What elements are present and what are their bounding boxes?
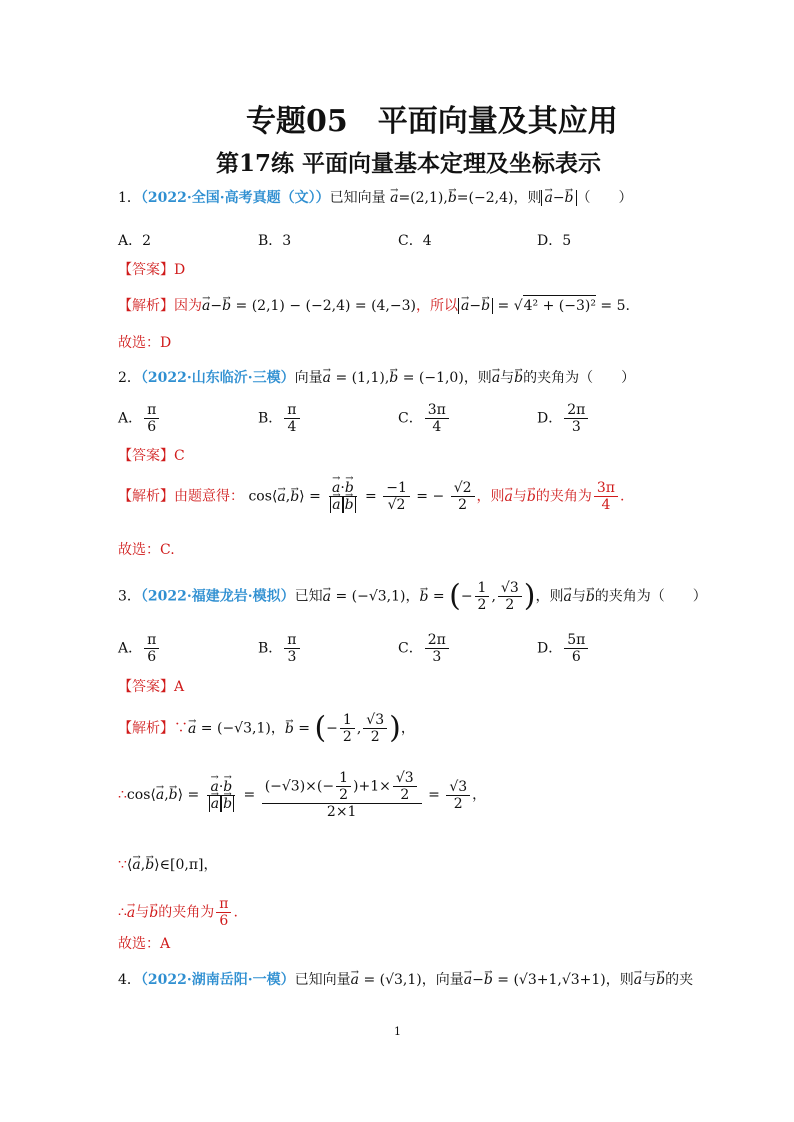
sqrt-expression: 4² + (−3)² <box>523 295 596 316</box>
question-2 <box>118 368 635 388</box>
fraction-denominator: √2 <box>387 497 406 514</box>
paren-close: ) <box>389 710 401 746</box>
fraction-denominator: 6 <box>147 649 157 666</box>
comma: , <box>356 720 362 737</box>
vector-b: → b <box>345 497 354 513</box>
vector-a: → a <box>277 487 285 507</box>
vector-a: → a <box>563 587 571 607</box>
stem-text: 已知向量 <box>294 972 351 988</box>
analysis-expression: = <box>493 298 514 314</box>
vector-a: → a <box>332 480 340 496</box>
fraction <box>363 712 387 745</box>
option-a <box>118 632 161 665</box>
answer-fraction <box>594 480 618 513</box>
stem-text: ，向量 <box>421 972 464 988</box>
separator: ， <box>472 787 487 804</box>
minus-sign: − <box>210 298 223 314</box>
question-source: （2022·全国·高考真题（文）） <box>140 190 330 206</box>
question-source: （2022·湖南岳阳·一模） <box>140 972 295 988</box>
analysis-3-line-4 <box>118 896 238 929</box>
conclusion-1: 故选：D <box>118 335 172 351</box>
comma: , <box>491 588 496 605</box>
option-fraction <box>144 632 159 665</box>
vector-b: → b <box>527 487 536 507</box>
fraction-numerator: 1 <box>475 580 490 597</box>
stem-text: 与 <box>642 972 657 988</box>
option-value: 3 <box>282 233 292 249</box>
analysis-text: 的夹角为 <box>535 488 592 505</box>
minus-sign: − <box>472 972 484 988</box>
analysis-text: ，所以 <box>415 298 458 314</box>
minus-sign: − <box>460 588 473 605</box>
option-label: A． <box>118 233 143 249</box>
vector-a: → a <box>211 796 219 812</box>
option-label: B． <box>258 640 283 657</box>
comma: , <box>140 857 146 873</box>
fraction-numerator: π <box>144 402 159 419</box>
question-1 <box>118 188 633 208</box>
analysis-1: 【解析】因为→ a−→ b = (2,1) − (−2,4) = (4,−3)，所以→ a−→ b = √4² + (−3)² = 5. <box>118 295 630 316</box>
paren-close: ) <box>523 578 536 614</box>
paren-open: ( <box>314 710 327 746</box>
period: . <box>619 488 625 505</box>
question-number: 3． <box>118 588 141 605</box>
vector-a: → a <box>127 903 135 923</box>
fraction-numerator: 2π <box>564 402 588 419</box>
vector-a: → a <box>492 368 500 388</box>
vector-a: → a <box>210 779 218 795</box>
dot-product-fraction <box>206 779 237 812</box>
option-fraction <box>564 632 588 665</box>
fraction-denominator: 2 <box>400 787 410 804</box>
conclusion-3: 故选：A <box>118 936 171 952</box>
vector-a: → a <box>156 785 164 805</box>
paren-open: ( <box>449 578 461 614</box>
option-label: C． <box>398 640 423 657</box>
option-b <box>258 402 302 435</box>
vector-a: → a <box>323 368 331 388</box>
fraction-numerator: √3 <box>363 712 387 729</box>
conclusion-2: 故选：C. <box>118 542 175 558</box>
dot-product-fraction <box>327 480 358 513</box>
cos-prefix: cos⟨ <box>126 787 156 804</box>
vector-b: → b <box>285 719 294 739</box>
option-b <box>258 632 302 665</box>
fraction <box>383 480 410 513</box>
comma: , <box>164 787 169 804</box>
analysis-text: 与 <box>512 488 527 505</box>
vector-a: → a <box>188 719 196 739</box>
question-number: 1． <box>118 190 141 206</box>
vector-a: → a <box>202 296 210 316</box>
vector-a: → a <box>323 587 331 607</box>
option-c <box>398 402 451 435</box>
stem-text: 与 <box>500 370 515 386</box>
vector-b-value: =(−2,4) <box>456 190 514 206</box>
vector-b: → b <box>223 796 232 812</box>
vector-a: → a <box>390 188 398 208</box>
stem-text: 向量 <box>294 370 323 386</box>
option-d <box>537 632 590 665</box>
vector-b: → b <box>419 587 428 607</box>
fraction <box>340 712 355 745</box>
question-source: （2022·福建龙岩·模拟） <box>140 588 295 605</box>
vector-a: → a <box>351 970 359 990</box>
analysis-3-line-2: ∴cos⟨→ a,→ b⟩ = → a·→ b → a→ b = (−√3)×(− $\frac{1}{2}$ )+1× $\frac{√3}{2}$ 2×1 = $\frac{√3}{2}$ ， <box>118 770 486 820</box>
analysis-text: ，则 <box>476 488 505 505</box>
fraction-denominator: 2 <box>505 597 515 614</box>
option-value: 4 <box>422 233 432 249</box>
stem-text: ，则 <box>535 588 564 605</box>
therefore-symbol: ∴ <box>118 904 127 921</box>
option-c <box>398 632 451 665</box>
analysis-text: 的夹角为 <box>158 904 215 921</box>
minus-sign: − <box>469 298 482 314</box>
fraction-denominator: 2 <box>339 787 349 804</box>
vector-a: → a <box>505 487 513 507</box>
therefore-symbol: ∴ <box>118 787 127 804</box>
vector-a: → a <box>634 970 642 990</box>
option-d <box>537 402 590 435</box>
fraction-denominator: 4 <box>287 419 297 436</box>
fraction-numerator: π <box>144 632 159 649</box>
result-fraction <box>446 779 470 812</box>
vector-b-value: = <box>428 588 450 605</box>
fraction-numerator: −1 <box>383 480 410 497</box>
question-4 <box>118 970 693 990</box>
question-3 <box>118 580 707 613</box>
stem-text: 已知 <box>294 588 323 605</box>
vector-b: → b <box>223 779 232 795</box>
fraction-numerator: π <box>284 632 299 649</box>
fraction-numerator: 1 <box>336 770 351 787</box>
dot-operator: · <box>340 480 345 496</box>
fraction-denominator: 2 <box>370 729 380 746</box>
fraction-denominator: 2 <box>342 729 352 746</box>
vector-b: → b <box>565 188 574 208</box>
page-title: 专题05 平面向量及其应用 <box>246 104 618 139</box>
fraction-numerator: √3 <box>393 770 417 787</box>
period: . <box>233 904 238 921</box>
fraction-numerator: √2 <box>451 480 475 497</box>
vector-b: → b <box>149 903 158 923</box>
vector-a-value: = (1,1), <box>331 370 390 386</box>
option-a <box>118 402 161 435</box>
vector-b: → b <box>481 296 490 316</box>
analysis-3-line-3: ∵⟨→ a,→ b⟩∈[0,π]， <box>118 855 218 875</box>
option-a <box>118 230 151 250</box>
vector-a-value: = (−√3,1) <box>331 588 406 605</box>
stem-text: ，则 <box>605 972 634 988</box>
numerator-part: )+1× <box>353 778 391 795</box>
fraction <box>451 480 475 513</box>
vector-b: → b <box>484 970 493 990</box>
vector-b: → b <box>448 188 457 208</box>
fraction-denominator: 3 <box>571 419 581 436</box>
fraction-numerator: 3π <box>594 480 618 497</box>
option-fraction <box>425 632 449 665</box>
fraction <box>498 580 522 613</box>
fraction-denominator: 3 <box>287 649 297 666</box>
fraction-denominator: 2 <box>458 497 468 514</box>
vector-a-value: = (−√3,1) <box>196 720 271 737</box>
page-subtitle: 第17练 平面向量基本定理及坐标表示 <box>216 150 602 177</box>
option-value: 5 <box>562 233 572 249</box>
option-label: C． <box>398 410 423 427</box>
analysis-tag: 【解析】 <box>118 720 174 737</box>
option-c <box>398 230 432 250</box>
fraction-numerator: √3 <box>498 580 522 597</box>
vector-a: → a <box>461 296 469 316</box>
vector-b: → b <box>169 785 178 805</box>
option-fraction <box>284 402 299 435</box>
fraction-denominator: 6 <box>571 649 581 666</box>
stem-text: （ ） <box>576 190 633 206</box>
analysis-2: 【解析】由题意得： cos⟨→ a,→ b⟩ = → a·→ b → a→ b = $\frac{-1}{√2}$ = − $\frac{√2}{2}$ ，则→ a与→ b的夹角为 $\frac{3\pi}{4}$ . <box>118 480 624 513</box>
option-label: B． <box>258 410 283 427</box>
vector-a-value: = (√3,1) <box>359 972 422 988</box>
option-fraction <box>144 402 159 435</box>
answer-fraction <box>216 896 231 929</box>
option-b <box>258 230 291 250</box>
question-source: （2022·山东临沂·三模） <box>140 370 295 386</box>
fraction-numerator: √3 <box>446 779 470 796</box>
analysis-expression: = (2,1) − (−2,4) = (4,−3) <box>231 298 416 314</box>
stem-text: ，则 <box>463 370 492 386</box>
stem-text: 已知向量 <box>329 190 386 206</box>
option-label: D． <box>537 233 563 249</box>
vector-b: → b <box>290 487 299 507</box>
option-label: D． <box>537 410 563 427</box>
fraction-denominator: 6 <box>219 913 229 930</box>
fraction-denominator: 2×1 <box>326 804 357 821</box>
question-number: 2． <box>118 370 141 386</box>
cos-suffix: ⟩ = <box>299 488 326 505</box>
vector-b: → b <box>345 480 354 496</box>
fraction-denominator: 4 <box>601 497 611 514</box>
analysis-expression: = 5. <box>595 298 630 314</box>
analysis-text: 由题意得： <box>174 488 244 505</box>
option-fraction <box>284 632 299 665</box>
stem-text: 的夹角为（ ） <box>594 588 707 605</box>
analysis-text: 因为 <box>174 298 202 314</box>
answer-2: 【答案】C <box>118 448 185 464</box>
vector-b-value: = (−1,0) <box>398 370 464 386</box>
question-number: 4． <box>118 972 141 988</box>
fraction-numerator: π <box>284 402 299 419</box>
fraction-numerator: 3π <box>425 402 449 419</box>
option-label: C． <box>398 233 423 249</box>
answer-1: 【答案】D <box>118 262 186 278</box>
stem-text: 的夹 <box>665 972 694 988</box>
stem-text: 的夹角为（ ） <box>523 370 636 386</box>
vector-b: → b <box>514 368 523 388</box>
page-number: 1 <box>394 1025 401 1038</box>
option-label: D． <box>537 640 563 657</box>
vector-b-value: = <box>293 720 315 737</box>
fraction-denominator: 3 <box>432 649 442 666</box>
option-d <box>537 230 571 250</box>
cos-prefix: cos⟨ <box>248 488 278 505</box>
separator: ， <box>405 588 420 605</box>
separator: ， <box>400 720 415 737</box>
fraction-denominator: 2 <box>453 795 463 812</box>
fraction-numerator: 5π <box>564 632 588 649</box>
separator: ， <box>203 857 218 873</box>
vector-a: → a <box>464 970 472 990</box>
comma: , <box>285 488 291 505</box>
fraction-numerator: 1 <box>340 712 355 729</box>
vector-a-value: =(2,1), <box>398 190 448 206</box>
stem-text: 与 <box>571 588 586 605</box>
analysis-tag: 【解析】 <box>118 488 174 505</box>
fraction-denominator: 2 <box>477 597 487 614</box>
fraction-denominator: 4 <box>432 419 442 436</box>
numerator-part: (−√3)×(− <box>264 778 335 795</box>
analysis-text: 与 <box>135 904 150 921</box>
fraction-numerator: 2π <box>425 632 449 649</box>
range-expression: ∈[0,π] <box>159 857 204 873</box>
vector-b: → b <box>586 587 595 607</box>
vector-difference-value: = (√3+1,√3+1) <box>492 972 606 988</box>
analysis-tag: 【解析】 <box>118 298 174 314</box>
option-label: A． <box>118 410 143 427</box>
vector-b: → b <box>222 296 231 316</box>
option-value: 2 <box>142 233 152 249</box>
dot-operator: · <box>218 778 224 795</box>
vector-b: → b <box>656 970 665 990</box>
stem-text: ，则 <box>513 190 542 206</box>
vector-b: → b <box>145 855 154 875</box>
option-label: B． <box>258 233 283 249</box>
minus-sign: − <box>552 190 565 206</box>
because-symbol: ∵ <box>174 720 188 737</box>
because-symbol: ∵ <box>118 857 127 873</box>
answer-3: 【答案】A <box>118 679 185 695</box>
abs-expression <box>541 190 576 206</box>
separator: ， <box>270 720 285 737</box>
cos-suffix: ⟩ = <box>177 787 204 804</box>
vector-b: → b <box>389 368 398 388</box>
option-label: A． <box>118 640 143 657</box>
big-fraction <box>262 770 422 820</box>
option-fraction <box>564 402 588 435</box>
fraction <box>475 580 490 613</box>
option-fraction <box>425 402 449 435</box>
fraction-denominator: 6 <box>147 419 157 436</box>
vector-a: → a <box>132 855 140 875</box>
abs-expression <box>458 298 493 314</box>
minus-sign: − <box>326 720 338 737</box>
analysis-3-line-1 <box>118 712 415 745</box>
vector-a: → a <box>332 497 340 513</box>
minus-sign: − <box>432 488 445 505</box>
fraction-numerator: π <box>216 896 231 913</box>
vector-a: → a <box>544 188 552 208</box>
